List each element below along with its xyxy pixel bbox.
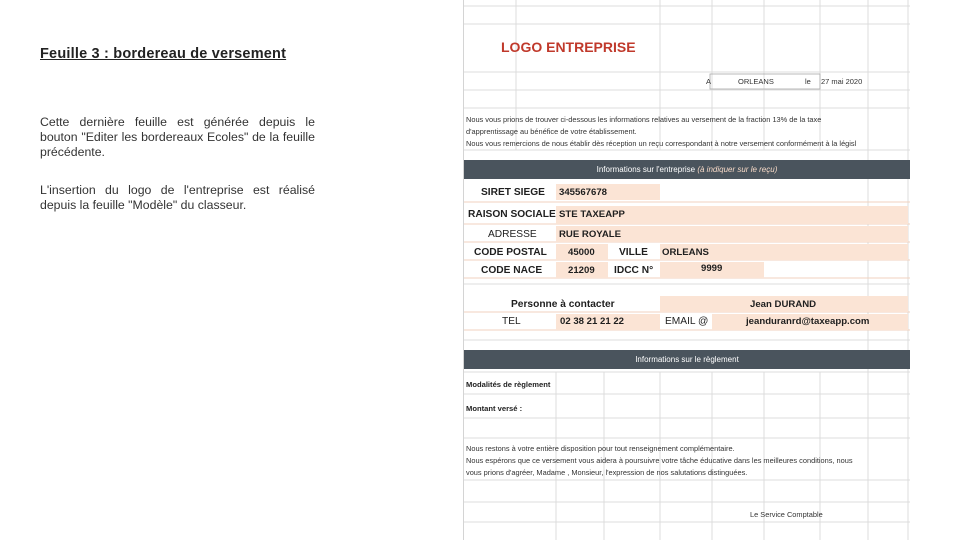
siret-label: SIRET SIEGE <box>481 187 545 198</box>
nace-label: CODE NACE <box>481 265 543 276</box>
tel-label: TEL <box>502 316 521 327</box>
contact-name: Jean DURAND <box>750 299 817 310</box>
cp-value: 45000 <box>568 247 595 258</box>
closing-line-1: Nous restons à votre entière disposition pour tout renseignement complémentaire. <box>466 444 735 453</box>
nace-value: 21209 <box>568 265 595 276</box>
description-paragraph-1: Cette dernière feuille est générée depuis le bouton "Editer les bordereaux Ecoles" de la feuille précédente. <box>40 115 315 159</box>
description-paragraph-2: L'insertion du logo de l'entreprise est réalisé depuis la feuille "Modèle" du classeur. <box>40 183 315 212</box>
closing-line-2: Nous espérons que ce versement vous aidera à poursuivre votre tâche éducative dans les meilleures conditions, nous <box>466 456 853 465</box>
place-value: ORLEANS <box>738 77 774 86</box>
modalites-label: Modalités de règlement <box>466 380 551 389</box>
date-value: 27 mai 2020 <box>821 77 863 86</box>
company-band-title: Informations sur l'entreprise <box>596 165 696 174</box>
raison-label: RAISON SOCIALE <box>468 209 556 220</box>
idcc-value: 9999 <box>701 263 723 274</box>
montant-label: Montant versé : <box>466 404 523 413</box>
closing-line-3: vous prions d'agréer, Madame , Monsieur, l'expression de nos salutations distinguées. <box>466 468 748 477</box>
idcc-label: IDCC N° <box>614 265 654 276</box>
adresse-label: ADRESSE <box>488 229 537 240</box>
email-value: jeanduranrd@taxeapp.com <box>746 316 870 327</box>
intro-line-2: d'apprentissage au bénéfice de votre établissement. <box>466 127 637 136</box>
slide-title: Feuille 3 : bordereau de versement <box>40 46 287 62</box>
place-prefix: A <box>706 77 712 86</box>
ville-label: VILLE <box>619 247 648 258</box>
payment-info-band: Informations sur le règlement <box>464 350 910 369</box>
cp-label: CODE POSTAL <box>474 247 547 258</box>
siret-value: 345567678 <box>559 187 608 198</box>
date-prefix: le <box>805 77 811 86</box>
intro-line-3: Nous vous remercions de nous établir dès réception un reçu correspondant à notre versement conformément à la législ <box>466 139 857 148</box>
raison-value: STE TAXEAPP <box>559 209 625 220</box>
adresse-value: RUE ROYALE <box>559 229 622 240</box>
email-label: EMAIL @ <box>665 316 709 327</box>
intro-line-1: Nous vous prions de trouver ci-dessous les informations relatives au versement de la fraction 13% de la taxe <box>466 115 822 124</box>
contact-label: Personne à contacter <box>511 299 615 310</box>
company-info-band <box>464 160 910 179</box>
company-band-note: (à indiquer sur le reçu) <box>697 165 778 174</box>
tel-value: 02 38 21 21 22 <box>560 316 625 327</box>
signature: Le Service Comptable <box>750 510 823 519</box>
spreadsheet-screenshot <box>463 0 910 540</box>
logo-placeholder: LOGO ENTREPRISE <box>501 39 636 55</box>
ville-value: ORLEANS <box>662 247 709 258</box>
